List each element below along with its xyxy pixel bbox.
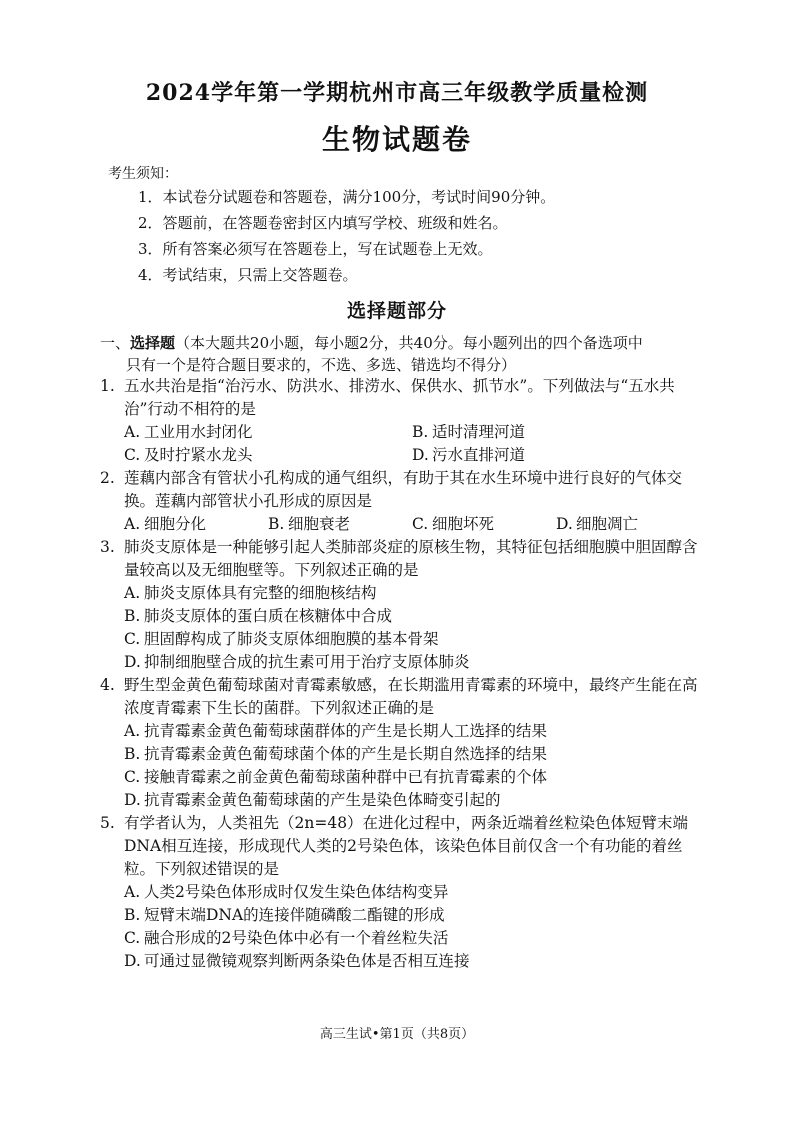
notice-list bbox=[138, 184, 555, 288]
question-list bbox=[100, 375, 700, 973]
option-row bbox=[124, 766, 700, 789]
option-list bbox=[100, 421, 700, 467]
option-letter: C. bbox=[124, 446, 141, 464]
question-3 bbox=[100, 536, 700, 674]
question-number: 3. bbox=[100, 538, 115, 556]
option-letter: A. bbox=[124, 883, 141, 901]
option-b bbox=[268, 513, 412, 536]
question-number: 1. bbox=[100, 377, 115, 395]
option-letter: C. bbox=[412, 515, 429, 533]
option-text: 人类2号染色体形成时仅发生染色体结构变异 bbox=[144, 883, 449, 901]
question-stem bbox=[100, 536, 700, 582]
option-d bbox=[412, 444, 700, 467]
section-intro bbox=[100, 332, 700, 376]
option-b bbox=[124, 605, 700, 628]
section-title: 选择题部分 bbox=[346, 300, 447, 322]
page-footer: 高三生试•第1页（共8页） bbox=[319, 1027, 475, 1042]
option-letter: D. bbox=[412, 446, 429, 464]
option-row bbox=[124, 582, 700, 605]
option-row bbox=[124, 743, 700, 766]
notice-item: 3．所有答案必须写在答题卷上，写在试题卷上无效。 bbox=[138, 240, 493, 258]
option-text: 细胞衰老 bbox=[288, 515, 351, 533]
option-d bbox=[124, 651, 700, 674]
option-row bbox=[124, 881, 700, 904]
section-intro-text: （本大题共20小题，每小题2分，共40分。每小题列出的四个备选项中 bbox=[175, 334, 643, 352]
exam-subtitle: 生物试题卷 bbox=[321, 123, 472, 156]
option-text: 工业用水封闭化 bbox=[144, 423, 253, 441]
option-row bbox=[124, 421, 700, 444]
option-letter: C. bbox=[124, 929, 141, 947]
option-list bbox=[100, 720, 700, 812]
option-text: 胆固醇构成了肺炎支原体细胞膜的基本骨架 bbox=[144, 630, 439, 648]
exam-title: 2024学年第一学期杭州市高三年级教学质量检测 bbox=[145, 80, 649, 106]
option-letter: C. bbox=[124, 768, 141, 786]
option-text: 细胞凋亡 bbox=[576, 515, 639, 533]
option-c bbox=[124, 766, 700, 789]
question-text: 五水共治是指“治污水、防洪水、排涝水、保供水、抓节水”。下列做法与“五水共治”行动不相符的是 bbox=[124, 377, 675, 418]
option-row bbox=[124, 651, 700, 674]
option-text: 抗青霉素金黄色葡萄球菌群体的产生是长期人工选择的结果 bbox=[144, 722, 548, 740]
option-letter: A. bbox=[124, 722, 141, 740]
option-letter: B. bbox=[124, 745, 141, 763]
option-list bbox=[100, 582, 700, 674]
option-row bbox=[124, 628, 700, 651]
option-row bbox=[124, 950, 700, 973]
option-row bbox=[124, 513, 700, 536]
option-text: 细胞分化 bbox=[144, 515, 207, 533]
option-a bbox=[124, 881, 700, 904]
notice-item: 4．考试结束，只需上交答题卷。 bbox=[138, 266, 358, 284]
option-d bbox=[124, 789, 700, 812]
option-b bbox=[124, 904, 700, 927]
option-letter: B. bbox=[268, 515, 285, 533]
question-number: 2. bbox=[100, 469, 115, 487]
option-letter: D. bbox=[556, 515, 573, 533]
option-row bbox=[124, 605, 700, 628]
option-letter: A. bbox=[124, 423, 141, 441]
option-a bbox=[124, 421, 412, 444]
option-text: 肺炎支原体具有完整的细胞核结构 bbox=[144, 584, 377, 602]
option-text: 污水直排河道 bbox=[432, 446, 526, 464]
option-a bbox=[124, 513, 268, 536]
section-intro-label: 选择题 bbox=[130, 334, 176, 352]
option-row bbox=[124, 444, 700, 467]
option-letter: D. bbox=[124, 952, 141, 970]
option-letter: A. bbox=[124, 584, 141, 602]
question-stem bbox=[100, 812, 700, 881]
section-intro-line2: 只有一个是符合题目要求的，不选、多选、错选均不得分） bbox=[126, 356, 517, 374]
option-text: 短臂末端DNA的连接伴随磷酸二酯键的形成 bbox=[144, 906, 445, 924]
option-row bbox=[124, 904, 700, 927]
question-text: 肺炎支原体是一种能够引起人类肺部炎症的原核生物，其特征包括细胞膜中胆固醇含量较高以及无细胞壁等。下列叙述正确的是 bbox=[124, 538, 698, 579]
option-row bbox=[124, 927, 700, 950]
question-text: 有学者认为，人类祖先（2n=48）在进化过程中，两条近端着丝粒染色体短臂末端DNA相互连接，形成现代人类的2号染色体，该染色体目前仅含一个有功能的着丝粒。下列叙述错误的是 bbox=[124, 814, 689, 878]
question-stem bbox=[100, 375, 700, 421]
option-letter: B. bbox=[124, 607, 141, 625]
question-5 bbox=[100, 812, 700, 973]
option-d bbox=[556, 513, 700, 536]
option-letter: B. bbox=[124, 906, 141, 924]
option-c bbox=[412, 513, 556, 536]
notice-item: 2．答题前，在答题卷密封区内填写学校、班级和姓名。 bbox=[138, 214, 508, 232]
option-text: 可通过显微镜观察判断两条染色体是否相互连接 bbox=[144, 952, 470, 970]
option-text: 抑制细胞壁合成的抗生素可用于治疗支原体肺炎 bbox=[144, 653, 470, 671]
option-a bbox=[124, 582, 700, 605]
option-c bbox=[124, 628, 700, 651]
option-b bbox=[412, 421, 700, 444]
option-list bbox=[100, 513, 700, 536]
section-intro-prefix: 一、 bbox=[100, 334, 131, 352]
option-d bbox=[124, 950, 700, 973]
option-letter: C. bbox=[124, 630, 141, 648]
question-1 bbox=[100, 375, 700, 467]
question-4 bbox=[100, 674, 700, 812]
option-letter: B. bbox=[412, 423, 429, 441]
option-text: 接触青霉素之前金黄色葡萄球菌种群中已有抗青霉素的个体 bbox=[144, 768, 548, 786]
option-text: 及时拧紧水龙头 bbox=[144, 446, 253, 464]
option-text: 细胞坏死 bbox=[432, 515, 495, 533]
question-text: 莲藕内部含有管状小孔构成的通气组织，有助于其在水生环境中进行良好的气体交换。莲藕内部管状小孔形成的原因是 bbox=[124, 469, 683, 510]
question-stem bbox=[100, 674, 700, 720]
option-c bbox=[124, 927, 700, 950]
option-row bbox=[124, 720, 700, 743]
option-row bbox=[124, 789, 700, 812]
option-b bbox=[124, 743, 700, 766]
option-text: 抗青霉素金黄色葡萄球菌的产生是染色体畸变引起的 bbox=[144, 791, 501, 809]
option-letter: D. bbox=[124, 791, 141, 809]
question-2 bbox=[100, 467, 700, 536]
option-a bbox=[124, 720, 700, 743]
question-number: 5. bbox=[100, 814, 115, 832]
option-letter: A. bbox=[124, 515, 141, 533]
option-text: 融合形成的2号染色体中必有一个着丝粒失活 bbox=[144, 929, 449, 947]
question-number: 4. bbox=[100, 676, 115, 694]
notice-heading: 考生须知： bbox=[108, 166, 178, 182]
option-text: 抗青霉素金黄色葡萄球菌个体的产生是长期自然选择的结果 bbox=[144, 745, 548, 763]
option-letter: D. bbox=[124, 653, 141, 671]
option-list bbox=[100, 881, 700, 973]
option-text: 适时清理河道 bbox=[432, 423, 526, 441]
question-stem bbox=[100, 467, 700, 513]
option-text: 肺炎支原体的蛋白质在核糖体中合成 bbox=[144, 607, 393, 625]
question-text: 野生型金黄色葡萄球菌对青霉素敏感，在长期滥用青霉素的环境中，最终产生能在高浓度青霉素下生长的菌群。下列叙述正确的是 bbox=[124, 676, 698, 717]
notice-item: 1．本试卷分试题卷和答题卷，满分100分，考试时间90分钟。 bbox=[138, 188, 556, 206]
option-c bbox=[124, 444, 412, 467]
